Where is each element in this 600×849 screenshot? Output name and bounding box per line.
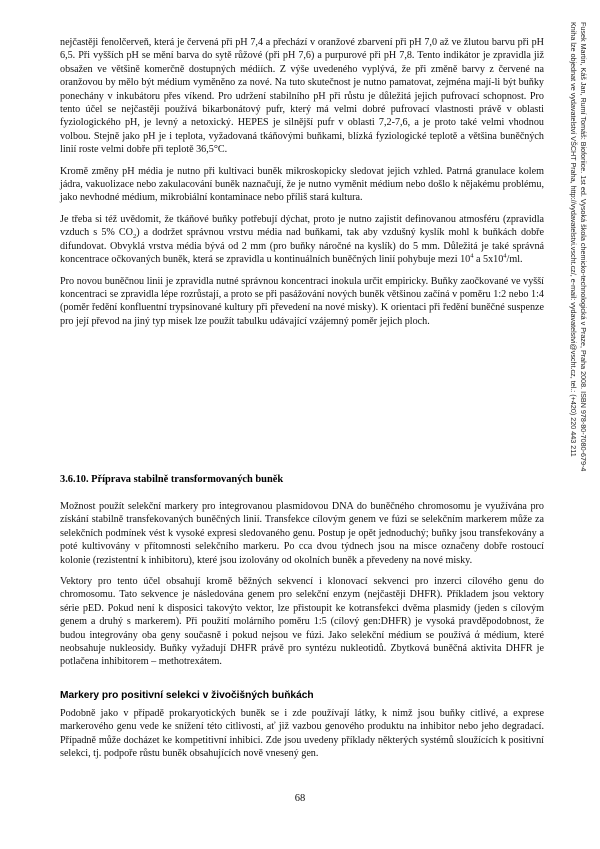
paragraph-inoculum: Pro novou buněčnou linii je zpravidla nutné správnou koncentraci inokula určit empiricky. Buňky zaočkované ve vyšší koncentraci se zpravidla lépe rozrůstají, a proto se při pasážování nových buněk většinou začíná v poměru 1:2 nebo 1:4 (poměr ředění konfluentní trypsinované kultury při převedení na nové misky). K orientaci při ředění buněčné suspenze pro její převod na jiný typ misek lze použít tabulku udávající vzájemný poměr jejich ploch. xyxy=(60,275,544,327)
co2-subscript: 2 xyxy=(132,233,137,241)
paragraph-ph-indicator: nejčastěji fenolčerveň, která je červená při pH 7,4 a přechází v oranžové zbarvení při pH 7,0 až ve žlutou barvu při pH 6,5. Při vyšších pH se mění barva do sytě růžové (při pH 7,6) a purpurové při pH 7,8. Tento indikátor je zpravidla již obsažen ve většině komerčně dostupných médiích. Z výše uvedeného vyplývá, že při změně barvy z červené na oranžovou by mělo být médium vyměněno za nové. Na tuto skutečnost je nutno pamatovat, zejména mají-li být buňky ponechány v inkubátoru přes víkend. Pro udržení stabilního pH při růstu je důležitá jejich pufrovací schopnost. Pro tento účel se nejčastěji používá bikarbonátový pufr, který má velmi dobré pufrovací vlastnosti právě v oblasti fyziologického pH, je levný a netoxický. HEPES je silnější pufr v oblasti 7,2-7,6, a je proto také velmi vhodnou volbou. Stejně jako pH je i teplota, vyžadovaná tkáňovými buňkami, blízká fyziologické teplotě a většina buněčných linií roste velmi dobře při teplotě 36,5°C. xyxy=(60,37,544,156)
citation-line-2: Kniha lze objednat ve vydavatelství VŠCHT Praha, http://vydavatelstvi.vscht.cz/, e-mail: vydavatelstvi@vscht.cz, tel.: (+420) 220 443 211 xyxy=(569,22,578,457)
page-number: 68 xyxy=(294,793,306,804)
top-text-block xyxy=(60,36,544,336)
citation-line-1: Fusek Martin, Káš Jan, Rumí Tomáš: Bioforiice. 1st ed. Vysoká škola chemicko-technologická v Praze, Praha 2008. ISBN 978-80-7080-679-4 xyxy=(579,22,588,472)
paragraph-microscopy: Kromě změny pH média je nutno při kultivaci buněk mikroskopicky sledovat jejich vzhled. Patrná granulace kolem jádra, vakuolizace nebo zakulacování buněk naznačují, že je nutno vyměnit médium nebo došlo k nějakému problému, jako nevhodné médium, mikrobiální kontaminace nebo příliš stará kultura. xyxy=(60,165,544,204)
subheading-positive-selection: Markery pro positivní selekci v živočišných buňkách xyxy=(60,690,314,701)
citation-sidebar xyxy=(548,22,588,622)
atmosphere-text-1: Je třeba si též uvědomit, že tkáňové buňky potřebují dýchat, proto je nutno zajistit definovanou atmosféru (zpravidla vzduch s 5% CO xyxy=(60,213,544,239)
citation-text xyxy=(568,22,588,471)
last-text-block xyxy=(60,707,544,769)
atmosphere-text-2: ) a dodržet správnou vrstvu média nad buňkami, tak aby vzdušný kyslík mohl k buňkách dobře difundovat. Obvyklá vrstva média bývá od 2 mm (pro buňky náročné na kyslík) do 5 mm. Důležitá je také správná koncentrace očkovaných buněk, která se zpravidla u kontinuálních buněčných linií pohybuje mezi 10 xyxy=(60,227,544,266)
atmosphere-text-4: /ml. xyxy=(506,254,523,266)
paragraph-selection-markers: Možnost použít selekční markery pro integrovanou plasmidovou DNA do buněčného chromosomu je využívána pro získání stabilně transfekovaných buněčných linií. Transfekce cílovým genem ve fúzi se selekčním markerem může za selekčních podmínek vést k vysoké expresi sledovaného genu. Postup je opět jednoduchý; buňky jsou transfekovány a poté kultivovány v přítomnosti selekčního markeru. Po cca dvou týdnech jsou na misce označeny dobře rostoucí kolonie (rezistentní k inhibitoru), které jsou izolovány od okolních buněk a převedeny na nové misky. xyxy=(60,501,544,566)
exponent-2: 4 xyxy=(503,252,507,260)
section-heading: 3.6.10. Příprava stabilně transformovaných buněk xyxy=(60,474,284,485)
paragraph-vectors: Vektory pro tento účel obsahují kromě běžných sekvencí i klonovací sekvenci pro inzerci cílového genu do chromosomu. Tato sekvence je následována genem pro selekční enzym (nejčastěji DHFR). Příkladem jsou vektory série pED. Pokud není k disposici takovýto vektor, lze přistoupit ke kotransfekci dvěma plasmidy (jeden s cílovým genem a druhý s markerem). Při použití molárního poměru 1:5 (cílový gen:DHFR) je vysoká pravděpodobnost, že budou integrovány oba geny současně i pokud nejsou ve fúzi. Jako selekční médium se používá ά médium, které neobsahuje nukleosidy. Buňky vyžadují DHFR právě pro syntézu nukleotidů. Zbytková buněčná aktivita DHFR je potlačena inhibitorem – methotrexátem. xyxy=(60,576,544,668)
atmosphere-text-3: a 5x10 xyxy=(473,254,504,266)
section-text-block xyxy=(60,500,544,677)
exponent-1: 4 xyxy=(470,252,474,260)
paragraph-positive-selection: Podobně jako v případě prokaryotických buněk se i zde používají látky, k nimž jsou buňky citlivé, a exprese markerového genu vede ke snížení této citlivosti, ať již vazbou genového produktu na inhibitor nebo jeho degradací. Případně může docházet ke kompetitivní inhibici. Zde jsou uvedeny příklady některých systémů sloužících k positivní selekci, tj. podpoře růstu buněk obsahujících nově vnesený gen. xyxy=(60,708,544,760)
paragraph-atmosphere xyxy=(60,213,544,267)
